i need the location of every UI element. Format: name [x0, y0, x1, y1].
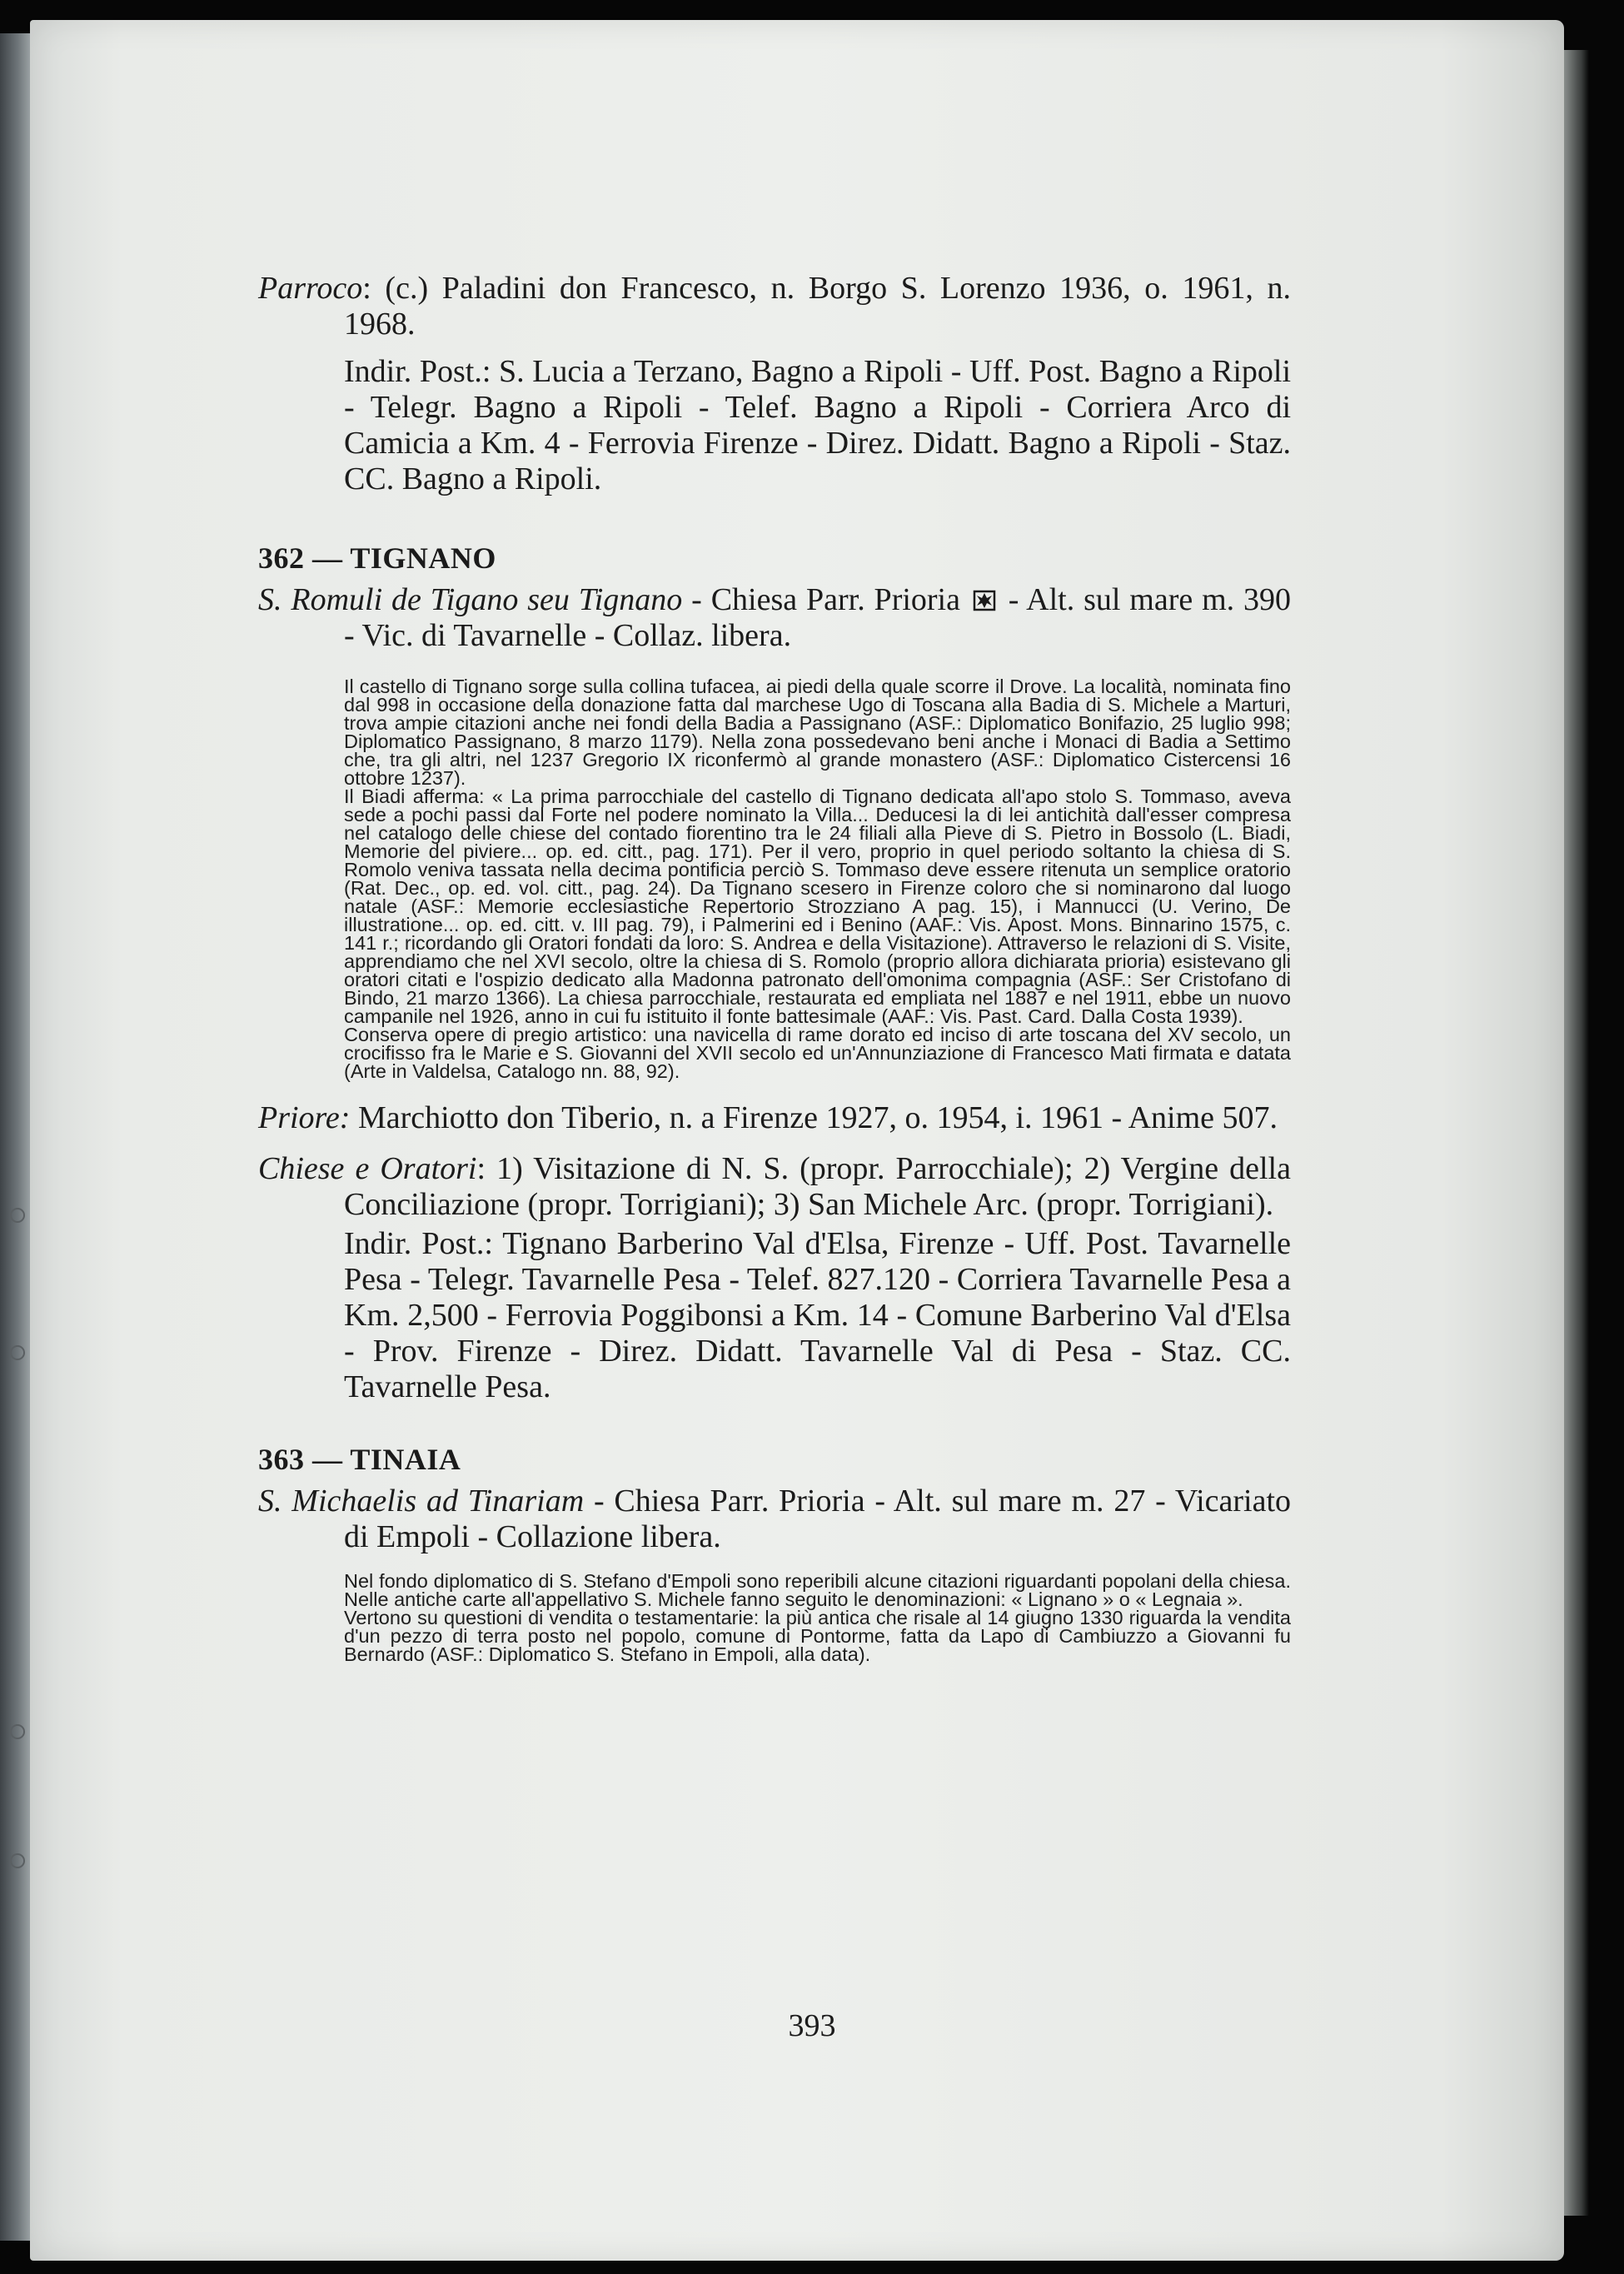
entry-dash: — — [312, 541, 343, 575]
church-latin-name: S. Michaelis ad Tinariam — [258, 1484, 585, 1518]
entry-name: TIGNANO — [350, 541, 496, 575]
postal-address-361: Indir. Post.: S. Lucia a Terzano, Bagno a Ripoli - Uff. Post. Bagno a Ripoli - Telegr. Bagno a Ripoli - Telef. Bagno a Ripoli - Corriera Arco di Camicia a Km. 4 - Ferrovia Firenze - Direz. Didatt. Bagno a Ripoli - Staz. CC. Bagno a Ripoli. — [344, 354, 1291, 496]
priore-entry — [258, 1100, 1291, 1136]
chiese-oratori-entry — [258, 1151, 1291, 1223]
page-edge-shadow — [1564, 50, 1589, 2216]
church-desc-a: - Chiesa Parr. Prioria — [682, 582, 969, 617]
maltese-cross-icon — [973, 589, 996, 612]
priore-text: Marchiotto don Tiberio, n. a Firenze 1927, o. 1954, i. 1961 - Anime 507. — [350, 1100, 1278, 1135]
entry-dash: — — [312, 1443, 343, 1476]
church-desc: - Chiesa Parr. Prioria - Alt. sul mare m. 27 - Vicariato di Empoli - Collazione libera. — [344, 1484, 1291, 1554]
binding-hole — [10, 1208, 25, 1223]
entry-heading-363 — [258, 1442, 1291, 1477]
postal-address-362: Indir. Post.: Tignano Barberino Val d'Elsa, Firenze - Uff. Post. Tavarnelle Pesa - Telegr. Tavarnelle Pesa - Telef. 827.120 - Corriera Tavarnelle Pesa a Km. 2,500 - Ferrovia Poggibonsi a Km. 14 - Comune Barberino Val d'Elsa - Prov. Firenze - Direz. Didatt. Tavarnelle Val di Pesa - Staz. CC. Tavarnelle Pesa. — [344, 1226, 1291, 1404]
notes-363 — [258, 1572, 1291, 1663]
priore-label: Priore: — [258, 1100, 351, 1135]
parroco-entry — [258, 271, 1291, 342]
church-line-362 — [258, 582, 1291, 654]
entry-heading-362 — [258, 541, 1291, 576]
note-paragraph: Il castello di Tignano sorge sulla collina tufacea, ai piedi della quale scorre il Drove. La località, nominata fino dal 998 in occasione della donazione fatta dal marchese Ugo di Toscana alla Badia di S. Michele a Marturi, trova ampie citazioni anche nei fondi della Badia a Passignano (ASF.: Diplomatico Bonifazio, 25 luglio 998; Diplomatico Passignano, 8 marzo 1179). Nella zona possedevano beni anche i Monaci di Badia a Settimo che, tra gli altri, nel 1237 Gregorio IX riconfermò al grande monastero (ASF.: Diplomatico Cistercensi 16 ottobre 1237). — [344, 676, 1291, 789]
church-line-363 — [258, 1484, 1291, 1555]
note-paragraph: Nel fondo diplomatico di S. Stefano d'Empoli sono reperibili alcune citazioni riguardanti popolani della chiesa. Nelle antiche carte all'appellativo S. Michele fanno seguito le denominazioni: « Lignano » o « Legnaia ». — [344, 1570, 1291, 1610]
entry-number: 362 — [258, 541, 305, 575]
note-paragraph: Il Biadi afferma: « La prima parrocchiale del castello di Tignano dedicata all'apo stolo S. Tommaso, aveva sede a pochi passi dal Forte nel podere nominato la Villa... Deducesi la di lei antichità dall'esser compresa nel catalogo delle chiese del contado fiorentino tra le 24 filiali alla Pieve di S. Pietro in Bossolo (L. Biadi, Memorie del piviere... op. ed. citt., pag. 171). Per il vero, proprio in quel periodo soltanto la chiesa di S. Romolo veniva tassata nella decima pontificia perciò S. Tommaso deve essere ritenuta un semplice oratorio (Rat. Dec., op. ed. vol. citt., pag. 24). Da Tignano scesero in Firenze coloro che si nominarono dal luogo natale (ASF.: Memorie ecclesiastiche Repertorio Strozziano A pag. 15), i Mannucci (U. Verino, De illustratione... op. ed. citt. v. III pag. 79), i Palmerini ed i Benino (AAF.: Vis. Apost. Mons. Binnarino 1575, c. 141 r.; ricordando gli Oratori fondati da loro: S. Andrea e della Visitazione). Attraverso le relazioni di S. Visite, apprendiamo che nel XVI secolo, oltre la chiesa di S. Romolo (proprio allora dichiarata prioria) esistevano gli oratori citati e l'ospizio dedicato alla Madonna patronato dell'omonima compagnia (ASF.: Ser Cristofano di Bindo, 21 marzo 1366). La chiesa parrocchiale, restaurata ed empliata nel 1887 e nel 1911, ebbe un nuovo campanile nel 1926, anno in cui fu istituito il fonte battesimale (AAF.: Vis. Past. Card. Dalla Costa 1939). — [344, 785, 1291, 1027]
parroco-text: : (c.) Paladini don Francesco, n. Borgo S. Lorenzo 1936, o. 1961, n. 1968. — [344, 271, 1291, 342]
binding-hole — [10, 1724, 25, 1739]
note-paragraph: Vertono su questioni di vendita o testamentarie: la più antica che risale al 14 giugno 1330 riguarda la vendita d'un pezzo di terra posto nel popolo, comune di Pontorme, fatta da Lapo di Cambiuzzo a Giovanni fu Bernardo (ASF.: Diplomatico S. Stefano in Empoli, alla data). — [344, 1607, 1291, 1665]
note-paragraph: Conserva opere di pregio artistico: una navicella di rame dorato ed inciso di arte toscana del XV secolo, un crocifisso fra le Marie e S. Giovanni del XVII secolo ed un'Annunziazione di Francesco Mati firmata e datata (Arte in Valdelsa, Catalogo nn. 88, 92). — [344, 1024, 1291, 1082]
entry-number: 363 — [258, 1443, 305, 1476]
parroco-label: Parroco — [258, 271, 363, 306]
binding-hole — [10, 1853, 25, 1868]
church-latin-name: S. Romuli de Tigano seu Tignano — [258, 582, 683, 617]
facing-page-edge — [0, 33, 30, 2241]
notes-362 — [258, 677, 1291, 1080]
chiese-label: Chiese e Oratori — [258, 1151, 477, 1186]
chiese-text: : 1) Visitazione di N. S. (propr. Parrocchiale); 2) Vergine della Conciliazione (propr. Torrigiani); 3) San Michele Arc. (propr. Torrigiani). — [344, 1151, 1291, 1222]
church-desc-b: - Alt. sul mare m. 390 - Vic. di Tavarnelle - Collaz. libera. — [344, 582, 1292, 653]
page-number: 393 — [788, 2008, 836, 2043]
binding-hole — [10, 1345, 25, 1360]
page-content — [258, 271, 1291, 1663]
entry-name: TINAIA — [350, 1443, 461, 1476]
